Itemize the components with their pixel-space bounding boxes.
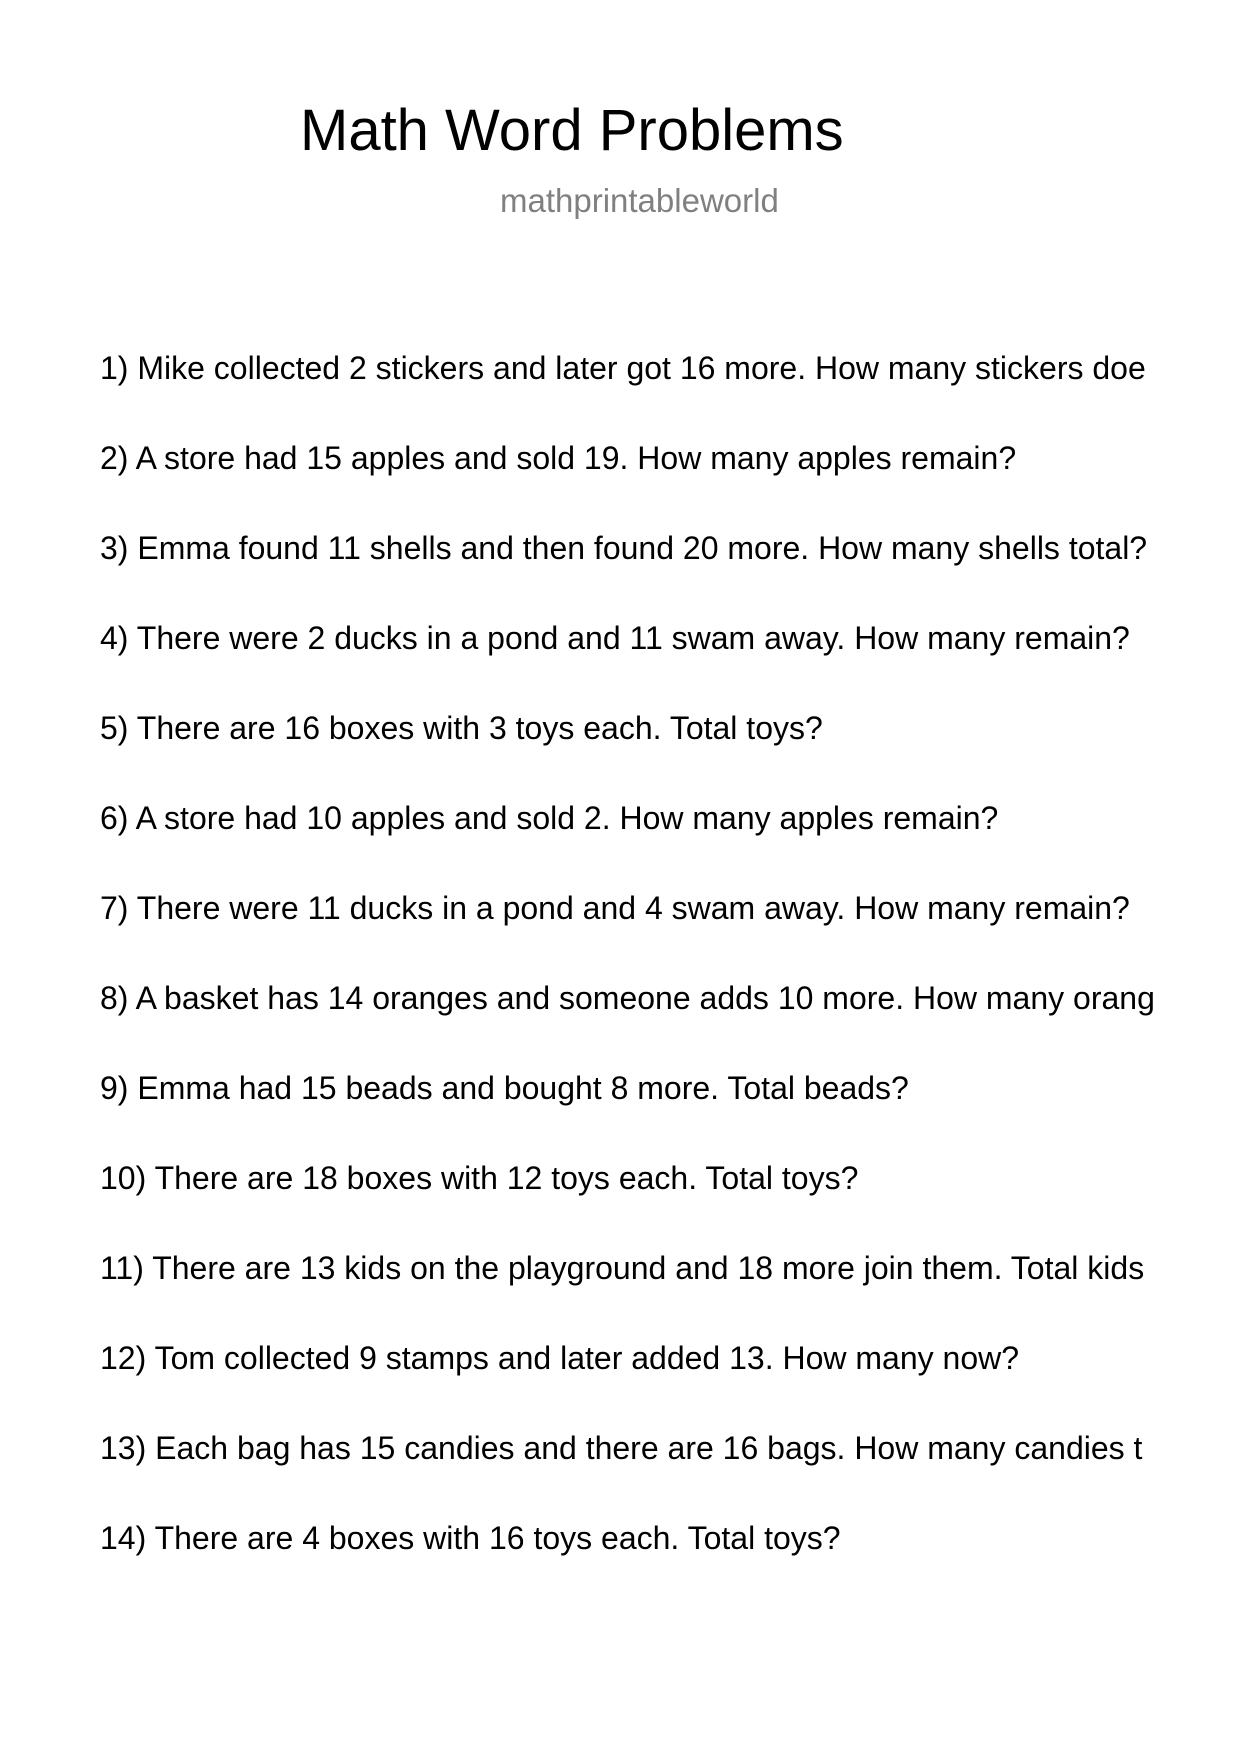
problem-14: 14) There are 4 boxes with 16 toys each. Total toys? bbox=[100, 1520, 841, 1556]
problem-list bbox=[100, 348, 1240, 1608]
problem-6: 6) A store had 10 apples and sold 2. How many apples remain? bbox=[100, 800, 999, 836]
problem-8: 8) A basket has 14 oranges and someone adds 10 more. How many orang bbox=[100, 980, 1155, 1016]
problem-10: 10) There are 18 boxes with 12 toys each. Total toys? bbox=[100, 1160, 859, 1196]
page-title: Math Word Problems bbox=[300, 98, 844, 163]
problem-9: 9) Emma had 15 beads and bought 8 more. Total beads? bbox=[100, 1070, 909, 1106]
page-subtitle: mathprintableworld bbox=[500, 182, 779, 219]
problem-13: 13) Each bag has 15 candies and there are 16 bags. How many candies t bbox=[100, 1430, 1143, 1466]
problem-12: 12) Tom collected 9 stamps and later added 13. How many now? bbox=[100, 1340, 1020, 1376]
problem-7: 7) There were 11 ducks in a pond and 4 swam away. How many remain? bbox=[100, 890, 1130, 926]
problem-4: 4) There were 2 ducks in a pond and 11 swam away. How many remain? bbox=[100, 620, 1130, 656]
problem-2: 2) A store had 15 apples and sold 19. How many apples remain? bbox=[100, 440, 1017, 476]
problem-11: 11) There are 13 kids on the playground and 18 more join them. Total kids bbox=[100, 1250, 1145, 1286]
problem-5: 5) There are 16 boxes with 3 toys each. Total toys? bbox=[100, 710, 823, 746]
problem-3: 3) Emma found 11 shells and then found 20 more. How many shells total? bbox=[100, 530, 1148, 566]
problem-1: 1) Mike collected 2 stickers and later got 16 more. How many stickers doe bbox=[100, 350, 1146, 386]
